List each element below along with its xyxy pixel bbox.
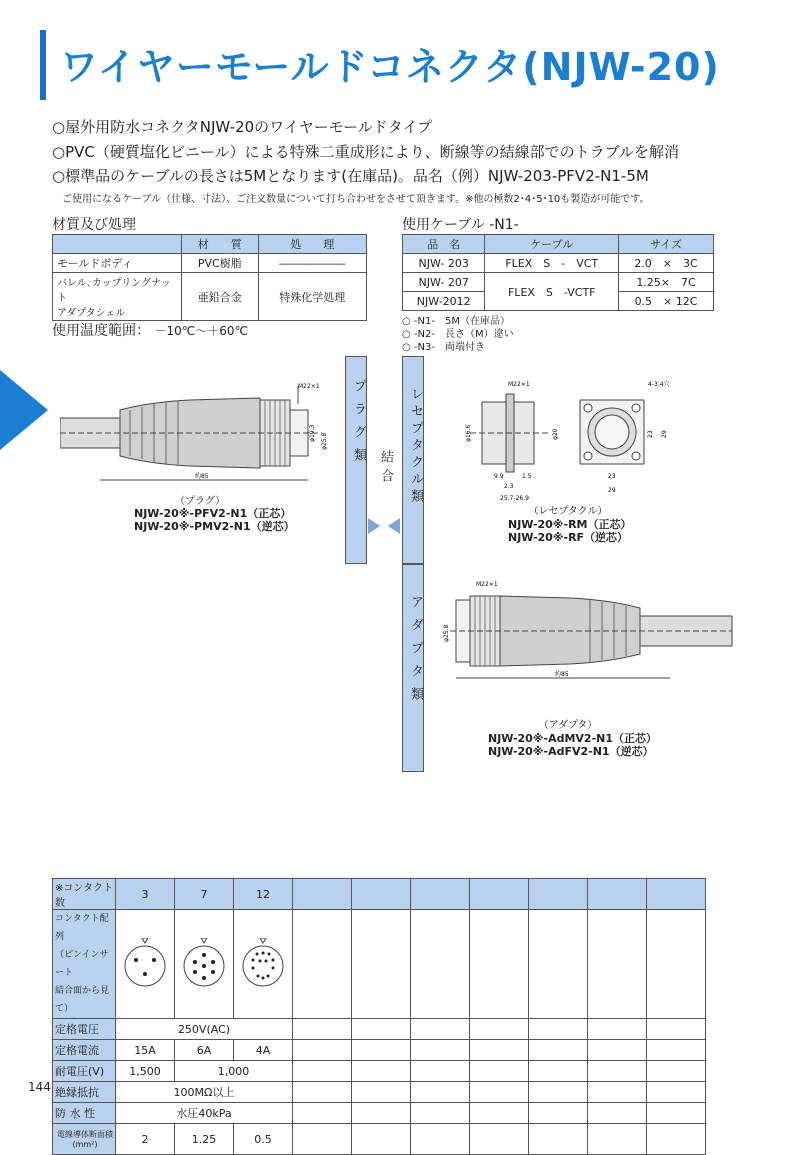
spec-cell-empty [293, 910, 352, 1019]
plug-dim-d2: φ25.8 [321, 432, 328, 450]
spec-cell-empty [529, 1061, 588, 1082]
material-table [52, 234, 367, 321]
spec-arrangement-3 [116, 910, 175, 1019]
plug-drawing [60, 380, 342, 490]
spec-cell-empty [470, 910, 529, 1019]
spec-cell-empty [470, 1061, 529, 1082]
receptacle-dim-b: 1.5 [522, 473, 532, 480]
spec-cell-empty [293, 1103, 352, 1124]
receptacle-dim-h: 29 [608, 487, 616, 494]
plug-caption: （プラグ） [174, 496, 226, 507]
material-row-label: モールドボディ [53, 254, 182, 273]
spec-cell-empty [470, 1019, 529, 1040]
spec-cell-empty [529, 879, 588, 910]
adapter-dim-thread: M22×1 [476, 581, 498, 588]
spec-cell-empty [588, 1061, 647, 1082]
receptacle-caption: （レセプタクル） [528, 506, 608, 517]
plug-dim-d1: φ19.3 [309, 424, 316, 442]
receptacle-dim-e: 23 [647, 430, 654, 438]
receptacle-dim-thread: M22×1 [508, 381, 530, 388]
spec-cell-empty [588, 1040, 647, 1061]
spec-cell-empty [293, 1061, 352, 1082]
adapter-dim-d1: φ25.8 [443, 624, 450, 642]
spec-cell-empty [647, 879, 706, 910]
spec-cell-empty [647, 1061, 706, 1082]
receptacle-dim-d2: φ20 [552, 428, 559, 440]
receptacle-vertical-text: レセプタクル類 [408, 387, 423, 506]
spec-cell-empty [411, 1124, 470, 1155]
cable-table [402, 234, 714, 311]
spec-cell-empty [529, 1124, 588, 1155]
spec-cell-empty [588, 1124, 647, 1155]
contact-3-pin-icon [120, 938, 170, 988]
cable-row-cable: FLEX S -VCTF [485, 273, 619, 311]
receptacle-category-bar [402, 356, 424, 564]
spec-label-insulation: 絶縁抵抗 [53, 1082, 116, 1103]
cable-row-name: NJW-2012 [403, 292, 485, 311]
spec-cell-empty [470, 1040, 529, 1061]
spec-label-withstand: 耐電圧(V) [53, 1061, 116, 1082]
page-title: ワイヤーモールドコネクタ(NJW-20) [60, 45, 720, 89]
cable-heading: 使用ケーブル -N1- [402, 217, 519, 233]
spec-cell-empty [352, 1019, 411, 1040]
spec-cell-empty [352, 879, 411, 910]
spec-cell-empty [588, 879, 647, 910]
contact-12-pin-icon [238, 938, 288, 988]
spec-cell-empty [293, 1124, 352, 1155]
spec-wire-7: 1.25 [175, 1124, 234, 1155]
receptacle-model-2: NJW-20※-RF（逆芯） [508, 531, 629, 544]
page-number: 144 [28, 1080, 51, 1094]
spec-cell-empty [411, 1103, 470, 1124]
spec-cell-empty [647, 1103, 706, 1124]
spec-table [52, 878, 706, 1155]
contact-7-pin-icon [179, 938, 229, 988]
spec-cell-empty [293, 1040, 352, 1061]
plug-dim-len: 約85 [195, 473, 209, 480]
receptacle-drawing [460, 378, 682, 506]
joint-label [372, 450, 398, 497]
adapter-model-1: NJW-20※-AdMV2-N1（正芯） [488, 732, 657, 745]
spec-contacts-7: 7 [175, 879, 234, 910]
cable-header-cable: ケーブル [485, 235, 619, 254]
adapter-drawing [440, 578, 740, 684]
receptacle-dim-f: 29 [661, 430, 668, 438]
intro-line-3: ○標準品のケーブルの長さは5Mとなります(在庫品)。品名（例）NJW-203-PFV2-N1-5M [52, 167, 649, 185]
spec-cell-empty [588, 1019, 647, 1040]
spec-cell-empty [352, 910, 411, 1019]
spec-cell-empty [293, 1082, 352, 1103]
title-accent-bar [40, 30, 46, 100]
spec-cell-empty [411, 879, 470, 910]
spec-label-arrangement: コンタクト配列 （ピンインサート 結合面から見て） [53, 910, 116, 1019]
plug-category-label [346, 357, 366, 480]
cable-row-name: NJW- 207 [403, 273, 485, 292]
intro-line-2: ○PVC（硬質塩化ビニール）による特殊二重成形により、断線等の結線部でのトラブルを解消 [52, 143, 679, 161]
joint-arrows-icon [366, 516, 402, 536]
spec-cell-empty [470, 1103, 529, 1124]
adapter-model-2: NJW-20※-AdFV2-N1（逆芯） [488, 745, 654, 758]
spec-label-waterproof: 防 水 性 [53, 1103, 116, 1124]
spec-cell-empty [647, 910, 706, 1019]
spec-current-3: 15A [116, 1040, 175, 1061]
spec-arrangement-12 [234, 910, 293, 1019]
temp-value: －10℃～＋60℃ [154, 324, 248, 338]
side-tab-triangle [0, 370, 48, 450]
joint-text: 結合 [378, 450, 393, 488]
spec-cell-empty [470, 879, 529, 910]
cable-row-size: 0.5 × 12C [619, 292, 714, 311]
spec-cell-empty [352, 1103, 411, 1124]
plug-dim-thread: M22×1 [298, 383, 320, 390]
spec-cell-empty [647, 1019, 706, 1040]
intro-note: ご使用になるケーブル（仕様、寸法）、ご注文数量について打ち合わせをさせて頂きます。※他の極数2･4･5･10も製造が可能です。 [62, 194, 650, 205]
spec-wire-3: 2 [116, 1124, 175, 1155]
receptacle-dim-a: 9.9 [494, 473, 504, 480]
temp-label: 使用温度範囲： [52, 323, 150, 339]
spec-withstand-3: 1,500 [116, 1061, 175, 1082]
cable-header-size: サイズ [619, 235, 714, 254]
spec-contacts-12: 12 [234, 879, 293, 910]
spec-cell-empty [411, 1061, 470, 1082]
spec-cell-empty [352, 1082, 411, 1103]
spec-label-contacts: ※コンタクト数 [53, 879, 116, 910]
spec-voltage: 250V(AC) [116, 1019, 293, 1040]
receptacle-dim-g: 23 [608, 473, 616, 480]
spec-cell-empty [588, 910, 647, 1019]
material-row-label: バレル､カップリングナット アダプタシェル [53, 273, 182, 321]
plug-model-1: NJW-20※-PFV2-N1（正芯） [134, 507, 292, 520]
material-row-material: 亜鉛合金 [182, 273, 259, 321]
cable-row-size: 1.25× 7C [619, 273, 714, 292]
spec-insulation: 100MΩ以上 [116, 1082, 293, 1103]
spec-cell-empty [411, 1082, 470, 1103]
intro-line-1: ○屋外用防水コネクタNJW-20のワイヤーモールドタイプ [52, 118, 433, 136]
n-option-1: ○ -N1- 5M（在庫品） [402, 316, 510, 327]
spec-cell-empty [529, 1082, 588, 1103]
spec-cell-empty [411, 1019, 470, 1040]
spec-waterproof: 水圧40kPa [116, 1103, 293, 1124]
material-row-process: ―――――― [258, 254, 366, 273]
receptacle-dim-d: 25.7-26.9 [500, 495, 529, 502]
plug-category-bar [345, 356, 367, 564]
material-header-material: 材 質 [182, 235, 259, 254]
plug-vertical-text: プラグ類 [351, 379, 366, 471]
spec-cell-empty [352, 1061, 411, 1082]
spec-cell-empty [293, 1019, 352, 1040]
material-header-blank [53, 235, 182, 254]
spec-current-12: 4A [234, 1040, 293, 1061]
spec-cell-empty [529, 910, 588, 1019]
spec-cell-empty [352, 1124, 411, 1155]
receptacle-dim-c: 2.3 [504, 483, 514, 490]
adapter-category-bar [402, 564, 424, 772]
spec-cell-empty [293, 879, 352, 910]
spec-cell-empty [529, 1103, 588, 1124]
cable-row-cable: FLEX S - VCT [485, 254, 619, 273]
spec-cell-empty [411, 910, 470, 1019]
plug-model-2: NJW-20※-PMV2-N1（逆芯） [134, 520, 295, 533]
spec-cell-empty [470, 1082, 529, 1103]
n-option-2: ○ -N2- 長さ（M）違い [402, 329, 514, 340]
adapter-vertical-text: アダプタ類 [408, 595, 423, 710]
spec-arrangement-7 [175, 910, 234, 1019]
spec-wire-12: 0.5 [234, 1124, 293, 1155]
spec-current-7: 6A [175, 1040, 234, 1061]
n-option-3: ○ -N3- 両端付き [402, 342, 485, 353]
spec-cell-empty [647, 1040, 706, 1061]
spec-cell-empty [411, 1040, 470, 1061]
spec-label-current: 定格電流 [53, 1040, 116, 1061]
spec-cell-empty [529, 1019, 588, 1040]
cable-header-name: 品 名 [403, 235, 485, 254]
spec-cell-empty [352, 1040, 411, 1061]
spec-cell-empty [529, 1040, 588, 1061]
adapter-caption: （アダプタ） [538, 720, 598, 731]
spec-label-voltage: 定格電圧 [53, 1019, 116, 1040]
receptacle-model-1: NJW-20※-RM（正芯） [508, 518, 632, 531]
spec-cell-empty [588, 1082, 647, 1103]
adapter-dim-len: 約85 [555, 671, 569, 678]
material-heading: 材質及び処理 [52, 217, 136, 233]
receptacle-dim-holes: 4-3.4穴 [648, 381, 670, 388]
spec-cell-empty [647, 1082, 706, 1103]
material-row-material: PVC樹脂 [182, 254, 259, 273]
material-row-process: 特殊化学処理 [258, 273, 366, 321]
receptacle-dim-d1: φ16.6 [465, 424, 472, 442]
spec-contacts-3: 3 [116, 879, 175, 910]
material-header-process: 処 理 [258, 235, 366, 254]
spec-cell-empty [647, 1124, 706, 1155]
cable-row-name: NJW- 203 [403, 254, 485, 273]
temp-range [52, 320, 248, 340]
spec-cell-empty [588, 1103, 647, 1124]
cable-row-size: 2.0 × 3C [619, 254, 714, 273]
spec-cell-empty [470, 1124, 529, 1155]
spec-withstand-7-12: 1,000 [175, 1061, 293, 1082]
spec-label-wire: 電線導体断面積 (mm²) [53, 1124, 116, 1155]
